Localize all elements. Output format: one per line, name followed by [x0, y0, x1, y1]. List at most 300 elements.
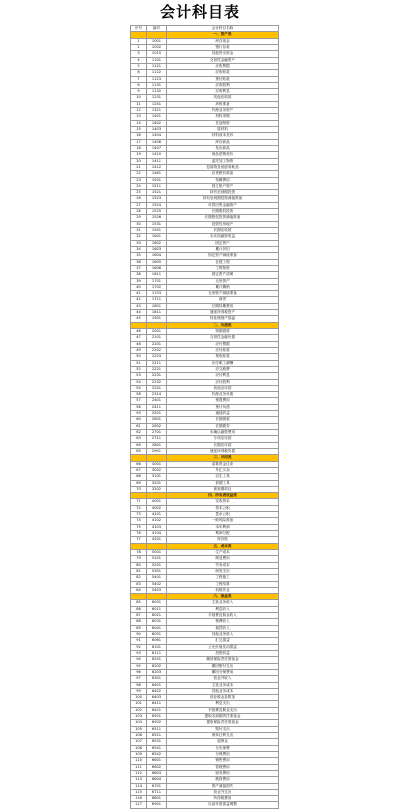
cell-serial: 96	[131, 669, 147, 675]
cell-account-name: 未实现融资收益	[167, 234, 279, 240]
cell-code: 1403	[147, 127, 167, 133]
cell-serial: 84	[131, 587, 147, 593]
cell-serial: 33	[131, 240, 147, 246]
cell-code: 1605	[147, 259, 167, 265]
cell-account-name: 累计摊销	[167, 284, 279, 290]
cell-account-name: 资产减值损失	[167, 783, 279, 789]
cell-code: 5401	[147, 575, 167, 581]
cell-account-name: 投资收益	[167, 650, 279, 656]
cell-account-name: 其他应收款	[167, 95, 279, 101]
cell-serial: 30	[131, 221, 147, 227]
cell-account-name: 专项应付款	[167, 436, 279, 442]
cell-account-name: 应收票据	[167, 63, 279, 69]
cell-code: 6041	[147, 625, 167, 631]
cell-account-name: 交易性金融负债	[167, 335, 279, 341]
cell-code: 6604	[147, 777, 167, 783]
cell-serial: 10	[131, 95, 147, 101]
cell-account-name: 长期债券	[167, 423, 279, 429]
cell-code: 6501	[147, 714, 167, 720]
cell-serial: 103	[131, 714, 147, 720]
cell-serial: 64	[131, 442, 147, 448]
cell-code: 4101	[147, 512, 167, 518]
cell-code: 3002	[147, 467, 167, 473]
cell-account-name: 独立账户资产	[167, 183, 279, 189]
cell-serial: 48	[131, 341, 147, 347]
cell-serial: 112	[131, 770, 147, 776]
cell-serial: 116	[131, 796, 147, 802]
cell-account-name: 持有至到期投资	[167, 190, 279, 196]
cell-code: 6401	[147, 682, 167, 688]
cell-serial: 6	[131, 70, 147, 76]
cell-serial: 63	[131, 436, 147, 442]
cell-account-name: 摊回保险责任准备金	[167, 657, 279, 663]
cell-code: 6502	[147, 720, 167, 726]
cell-account-name: 预收账款	[167, 354, 279, 360]
cell-code: 2501	[147, 411, 167, 417]
cell-serial: 57	[131, 398, 147, 404]
cell-code: 2601	[147, 417, 167, 423]
cell-serial: 56	[131, 392, 147, 398]
cell-code: 6031	[147, 619, 167, 625]
cell-account-name: 预提费用	[167, 398, 279, 404]
cell-code: 1611	[147, 272, 167, 278]
cell-account-name: 应付账款	[167, 347, 279, 353]
cell-code: 1321	[147, 108, 167, 114]
cell-serial: 62	[131, 430, 147, 436]
cell-code: 6101	[147, 644, 167, 650]
cell-serial: 110	[131, 758, 147, 764]
cell-code: 4201	[147, 537, 167, 543]
section-label: 三、共同类	[167, 455, 279, 461]
cell-account-name: 其他业务成本	[167, 688, 279, 694]
cell-account-name: 固定资产减值准备	[167, 253, 279, 259]
cell-code: 3101	[147, 474, 167, 480]
cell-serial: 85	[131, 600, 147, 606]
cell-serial: 34	[131, 246, 147, 252]
cell-code: 1701	[147, 278, 167, 284]
cell-code: 2602	[147, 423, 167, 429]
cell-serial: 43	[131, 303, 147, 309]
cell-code: 2202	[147, 347, 167, 353]
cell-account-name: 利息支出	[167, 701, 279, 707]
cell-account-name: 工程物资	[167, 265, 279, 271]
cell-serial: 1	[131, 38, 147, 44]
cell-serial: 117	[131, 802, 147, 808]
cell-code: 1531	[147, 221, 167, 227]
cell-code: 1601	[147, 234, 167, 240]
cell-code: 6203	[147, 669, 167, 675]
cell-code: 1604	[147, 253, 167, 259]
cell-serial: 114	[131, 783, 147, 789]
cell-serial: 87	[131, 613, 147, 619]
cell-serial: 77	[131, 537, 147, 543]
cell-serial: 73	[131, 512, 147, 518]
cell-serial: 52	[131, 366, 147, 372]
cell-account-name: 本年利润	[167, 524, 279, 530]
cell-account-name: 营业外支出	[167, 789, 279, 795]
cell-account-name: 固定资产清理	[167, 272, 279, 278]
cell-serial: 104	[131, 720, 147, 726]
cell-account-name: 其他货币资金	[167, 51, 279, 57]
cell-account-name: 待摊费用	[167, 177, 279, 183]
cell-account-name: 原材料	[167, 127, 279, 133]
cell-code: 1101	[147, 57, 167, 63]
cell-serial: 97	[131, 676, 147, 682]
cell-account-name: 保费收入	[167, 619, 279, 625]
cell-account-name: 套期工具	[167, 480, 279, 486]
cell-account-name: 提取未到期责任准备金	[167, 714, 279, 720]
cell-account-name: 摊回分保费用	[167, 669, 279, 675]
cell-code: 2232	[147, 379, 167, 385]
cell-account-name: 无形资产	[167, 278, 279, 284]
cell-serial: 54	[131, 379, 147, 385]
cell-serial: 24	[131, 183, 147, 189]
cell-account-name: 库存股	[167, 537, 279, 543]
cell-code: 6111	[147, 650, 167, 656]
section-label: 六、损益类	[167, 594, 279, 600]
cell-account-name: 清算资金往来	[167, 461, 279, 467]
cell-account-name: 工程施工	[167, 575, 279, 581]
cell-serial: 88	[131, 619, 147, 625]
cell-code: 6202	[147, 663, 167, 669]
cell-account-name: 分出保费	[167, 745, 279, 751]
cell-code: 4002	[147, 505, 167, 511]
cell-serial: 108	[131, 745, 147, 751]
cell-account-name: 待处理财产损溢	[167, 316, 279, 322]
cell-code: 4001	[147, 499, 167, 505]
cell-serial: 45	[131, 316, 147, 322]
cell-code: 5001	[147, 549, 167, 555]
cell-code: 6021	[147, 613, 167, 619]
page-title: 会计科目表	[159, 3, 240, 21]
cell-account-name: 保单红利支出	[167, 733, 279, 739]
cell-account-name: 短期借款	[167, 329, 279, 335]
cell-serial: 18	[131, 145, 147, 151]
cell-account-name: 分保费用	[167, 751, 279, 757]
cell-account-name: 长期待摊费用	[167, 303, 279, 309]
cell-code: 2203	[147, 354, 167, 360]
cell-code: 1541	[147, 228, 167, 234]
cell-code: 3001	[147, 461, 167, 467]
cell-account-name: 库存现金	[167, 38, 279, 44]
cell-code: 1412	[147, 164, 167, 170]
cell-code: 6541	[147, 745, 167, 751]
cell-code: 1001	[147, 38, 167, 44]
cell-account-name: 营业外收入	[167, 676, 279, 682]
cell-code: 6411	[147, 701, 167, 707]
cell-account-name: 库存商品	[167, 139, 279, 145]
cell-account-name: 坏账准备	[167, 101, 279, 107]
cell-account-name: 发出商品	[167, 145, 279, 151]
cell-code: 6531	[147, 739, 167, 745]
cell-account-name: 存货跌价准备	[167, 171, 279, 177]
cell-serial: 53	[131, 373, 147, 379]
cell-code: 6402	[147, 688, 167, 694]
accounts-sheet	[130, 25, 278, 809]
cell-serial: 95	[131, 663, 147, 669]
cell-account-name: 材料成本差异	[167, 133, 279, 139]
cell-serial: 23	[131, 177, 147, 183]
cell-serial: 8	[131, 82, 147, 88]
cell-serial: 91	[131, 638, 147, 644]
cell-serial: 72	[131, 505, 147, 511]
cell-code: 6301	[147, 676, 167, 682]
cell-account-name: 资本公积	[167, 505, 279, 511]
cell-account-name: 委托加工物资	[167, 158, 279, 164]
cell-account-name: 应收账款	[167, 70, 279, 76]
cell-account-name: 长期借款	[167, 417, 279, 423]
cell-code: 5101	[147, 556, 167, 562]
cell-code: 4104	[147, 531, 167, 537]
cell-account-name: 劳务成本	[167, 562, 279, 568]
cell-serial: 15	[131, 127, 147, 133]
cell-account-name: 机械作业	[167, 587, 279, 593]
cell-account-name: 可供出售金融资产	[167, 202, 279, 208]
cell-serial: 86	[131, 606, 147, 612]
cell-account-name: 代理业务负债	[167, 392, 279, 398]
cell-account-name: 摊回赔付支出	[167, 663, 279, 669]
cell-serial: 107	[131, 739, 147, 745]
cell-code: 1132	[147, 89, 167, 95]
cell-code: 1406	[147, 139, 167, 145]
cell-account-name: 包装物及低值易耗品	[167, 164, 279, 170]
cell-account-name: 未确认融资费用	[167, 430, 279, 436]
cell-code: 1703	[147, 291, 167, 297]
cell-code: 1407	[147, 145, 167, 151]
cell-code: 1525	[147, 209, 167, 215]
cell-code: 1526	[147, 215, 167, 221]
cell-serial: 99	[131, 688, 147, 694]
cell-account-name: 提取保险责任准备金	[167, 720, 279, 726]
cell-code: 1523	[147, 196, 167, 202]
cell-account-name: 退保金	[167, 739, 279, 745]
table-body	[131, 32, 279, 808]
cell-serial: 32	[131, 234, 147, 240]
cell-account-name: 利润分配	[167, 531, 279, 537]
cell-serial: 3	[131, 51, 147, 57]
cell-code: 1015	[147, 51, 167, 57]
cell-account-name: 以前年度损益调整	[167, 802, 279, 808]
cell-serial: 35	[131, 253, 147, 259]
cell-account-name: 长期应付款	[167, 442, 279, 448]
cell-code: 1241	[147, 101, 167, 107]
cell-serial: 70	[131, 486, 147, 492]
cell-code: 6602	[147, 764, 167, 770]
cell-account-name: 长期应收款	[167, 228, 279, 234]
cell-code: 1411	[147, 158, 167, 164]
cell-code: 1524	[147, 202, 167, 208]
cell-account-name: 租赁收入	[167, 625, 279, 631]
cell-account-name: 实收资本	[167, 499, 279, 505]
cell-code: 2801	[147, 442, 167, 448]
cell-code: 1811	[147, 310, 167, 316]
cell-serial: 68	[131, 474, 147, 480]
cell-serial: 90	[131, 632, 147, 638]
cell-serial: 66	[131, 461, 147, 467]
cell-account-name: 固定资产	[167, 240, 279, 246]
cell-account-name: 工程结算	[167, 581, 279, 587]
cell-serial: 19	[131, 152, 147, 158]
cell-account-name: 应收股利	[167, 82, 279, 88]
cell-serial: 65	[131, 448, 147, 454]
cell-serial: 106	[131, 733, 147, 739]
cell-account-name: 递延所得税资产	[167, 310, 279, 316]
cell-serial: 113	[131, 777, 147, 783]
cell-code: 2314	[147, 392, 167, 398]
cell-account-name: 银行存款	[167, 44, 279, 50]
cell-account-name: 所得税费用	[167, 796, 279, 802]
cell-code: 6701	[147, 783, 167, 789]
table-row	[131, 802, 279, 808]
cell-code: 6603	[147, 770, 167, 776]
cell-account-name: 衍生工具	[167, 474, 279, 480]
cell-serial: 44	[131, 310, 147, 316]
cell-code: 1404	[147, 133, 167, 139]
cell-code: 6061	[147, 638, 167, 644]
cell-serial: 115	[131, 789, 147, 795]
cell-code: 1602	[147, 240, 167, 246]
cell-account-name: 长期股权投资减值准备	[167, 215, 279, 221]
cell-serial: 79	[131, 556, 147, 562]
cell-account-name: 营业税金及附加	[167, 695, 279, 701]
cell-code: 2101	[147, 335, 167, 341]
cell-account-name: 预计负债	[167, 404, 279, 410]
cell-serial: 93	[131, 650, 147, 656]
cell-serial: 5	[131, 63, 147, 69]
cell-account-name: 持有至到期投资减值准备	[167, 196, 279, 202]
section-label: 四、所有者权益类	[167, 493, 279, 499]
cell-serial: 39	[131, 278, 147, 284]
cell-serial: 46	[131, 329, 147, 335]
cell-account-name: 其他应付款	[167, 385, 279, 391]
cell-account-name: 外汇买卖	[167, 467, 279, 473]
cell-code: 2241	[147, 385, 167, 391]
cell-serial: 4	[131, 57, 147, 63]
cell-code: 6403	[147, 695, 167, 701]
cell-code: 6201	[147, 657, 167, 663]
cell-code: 2901	[147, 448, 167, 454]
cell-serial: 36	[131, 259, 147, 265]
cell-serial: 69	[131, 480, 147, 486]
header-serial: 序号	[131, 26, 147, 32]
cell-code: 5301	[147, 568, 167, 574]
cell-serial: 27	[131, 202, 147, 208]
cell-serial: 75	[131, 524, 147, 530]
cell-code: 1702	[147, 284, 167, 290]
cell-code: 6711	[147, 789, 167, 795]
cell-code: 6601	[147, 758, 167, 764]
cell-serial: 102	[131, 707, 147, 713]
cell-serial: 14	[131, 120, 147, 126]
cell-account-name: 生产成本	[167, 549, 279, 555]
cell-serial: 11	[131, 101, 147, 107]
cell-code: 2201	[147, 341, 167, 347]
cell-account-name: 公允价值变动损益	[167, 644, 279, 650]
cell-account-name: 应付股利	[167, 379, 279, 385]
cell-serial: 16	[131, 133, 147, 139]
cell-serial: 51	[131, 360, 147, 366]
cell-serial: 101	[131, 701, 147, 707]
cell-account-name: 应付利息	[167, 373, 279, 379]
cell-code: 4102	[147, 518, 167, 524]
cell-code: 2231	[147, 373, 167, 379]
cell-code: 1511	[147, 183, 167, 189]
cell-account-name: 财务费用	[167, 770, 279, 776]
section-label: 二、负债类	[167, 322, 279, 328]
cell-serial: 105	[131, 726, 147, 732]
cell-account-name: 盈余公积	[167, 512, 279, 518]
cell-serial: 25	[131, 190, 147, 196]
cell-account-name: 长期股权投资	[167, 209, 279, 215]
cell-serial: 31	[131, 228, 147, 234]
cell-serial: 21	[131, 164, 147, 170]
cell-code: 1123	[147, 76, 167, 82]
cell-code: 1402	[147, 120, 167, 126]
cell-serial: 59	[131, 411, 147, 417]
cell-account-name: 在建工程	[167, 259, 279, 265]
cell-code: 6542	[147, 751, 167, 757]
cell-serial: 22	[131, 171, 147, 177]
cell-account-name: 商誉	[167, 297, 279, 303]
cell-code: 2221	[147, 366, 167, 372]
cell-serial: 13	[131, 114, 147, 120]
cell-code: 1711	[147, 297, 167, 303]
cell-account-name: 商品进销差价	[167, 152, 279, 158]
cell-code: 6801	[147, 796, 167, 802]
cell-code: 1603	[147, 246, 167, 252]
cell-account-name: 在途物资	[167, 120, 279, 126]
cell-account-name: 手续费及佣金支出	[167, 707, 279, 713]
cell-code: 1121	[147, 63, 167, 69]
cell-serial: 47	[131, 335, 147, 341]
cell-serial: 28	[131, 209, 147, 215]
cell-serial: 58	[131, 404, 147, 410]
section-label: 一、资产类	[167, 32, 279, 38]
cell-code: 1002	[147, 44, 167, 50]
cell-code: 2211	[147, 360, 167, 366]
cell-code: 3201	[147, 480, 167, 486]
cell-code: 1401	[147, 114, 167, 120]
cell-serial: 20	[131, 158, 147, 164]
cell-account-name: 管理费用	[167, 764, 279, 770]
cell-account-name: 手续费及佣金收入	[167, 613, 279, 619]
header-account-name: 会计科目名称	[167, 26, 279, 32]
cell-account-name: 一般风险准备	[167, 518, 279, 524]
cell-code: 5201	[147, 562, 167, 568]
cell-code: 2411	[147, 404, 167, 410]
cell-code: 6421	[147, 707, 167, 713]
cell-account-name: 无形资产减值准备	[167, 291, 279, 297]
cell-account-name: 研发支出	[167, 568, 279, 574]
cell-serial: 40	[131, 284, 147, 290]
cell-account-name: 被套期项目	[167, 486, 279, 492]
cell-code: 2701	[147, 430, 167, 436]
cell-serial: 26	[131, 196, 147, 202]
cell-serial: 42	[131, 297, 147, 303]
cell-serial: 41	[131, 291, 147, 297]
section-label: 五、成本类	[167, 543, 279, 549]
cell-serial: 38	[131, 272, 147, 278]
cell-account-name: 累计折旧	[167, 246, 279, 252]
cell-serial: 92	[131, 644, 147, 650]
cell-account-name: 勘探费用	[167, 777, 279, 783]
cell-serial: 81	[131, 568, 147, 574]
cell-account-name: 应收利息	[167, 89, 279, 95]
cell-account-name: 汇兑损益	[167, 638, 279, 644]
cell-account-name: 利息收入	[167, 606, 279, 612]
cell-serial: 83	[131, 581, 147, 587]
cell-serial: 80	[131, 562, 147, 568]
